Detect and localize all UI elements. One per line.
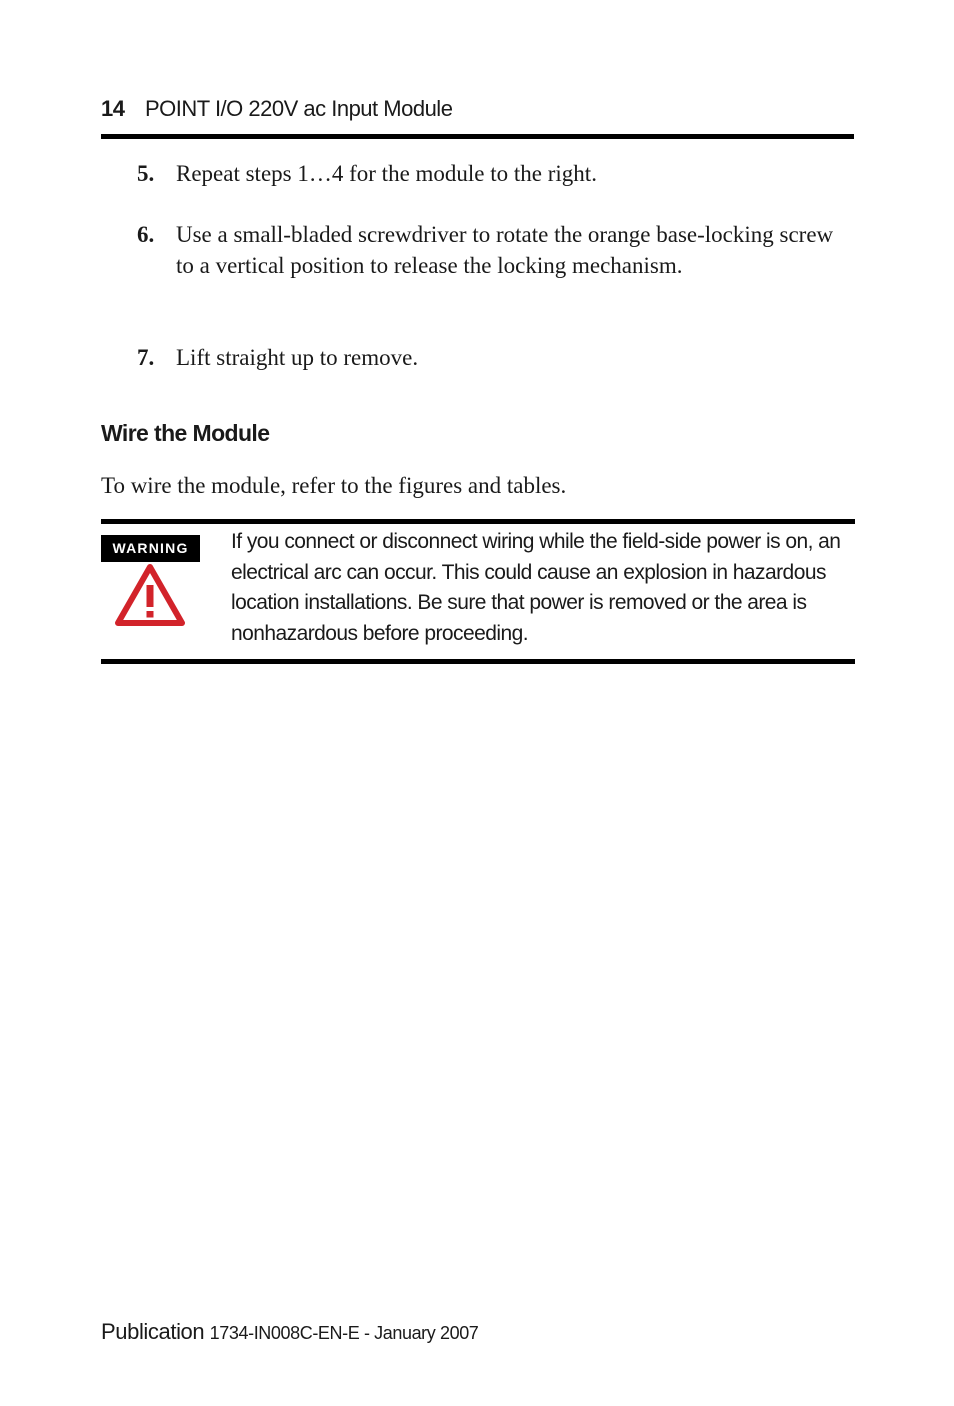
page-header bbox=[101, 94, 861, 124]
warning-triangle-icon bbox=[115, 563, 185, 627]
footer-label: Publication bbox=[101, 1319, 205, 1344]
step-text: Use a small-bladed screwdriver to rotate the orange base-locking screw to a vertical position to release the locking mechanism. bbox=[176, 222, 834, 278]
step-number: 5. bbox=[137, 161, 155, 186]
warning-rule-top bbox=[101, 519, 855, 524]
step-6 bbox=[137, 219, 857, 281]
step-number: 7. bbox=[137, 345, 155, 370]
section-intro: To wire the module, refer to the figures and tables. bbox=[101, 473, 567, 498]
header-rule bbox=[101, 134, 854, 139]
warning-rule-bottom bbox=[101, 659, 855, 664]
footer-publication-id: 1734-IN008C-EN-E - January 2007 bbox=[209, 1323, 479, 1343]
step-number: 6. bbox=[137, 222, 155, 247]
step-5 bbox=[137, 158, 857, 189]
step-text: Lift straight up to remove. bbox=[176, 345, 419, 370]
header-title: POINT I/O 220V ac Input Module bbox=[145, 96, 453, 121]
page-footer bbox=[101, 1317, 478, 1348]
page-number: 14 bbox=[101, 96, 125, 121]
warning-label: WARNING bbox=[101, 535, 200, 562]
section-heading: Wire the Module bbox=[101, 420, 270, 446]
warning-text: If you connect or disconnect wiring while the field-side power is on, an electrical arc can occur. This could cause an explosion in hazardous location installations. Be sure that power is removed or the area is nonhazardous before proceeding. bbox=[231, 530, 841, 645]
step-text: Repeat steps 1…4 for the module to the right. bbox=[176, 161, 597, 186]
step-7 bbox=[137, 342, 857, 373]
